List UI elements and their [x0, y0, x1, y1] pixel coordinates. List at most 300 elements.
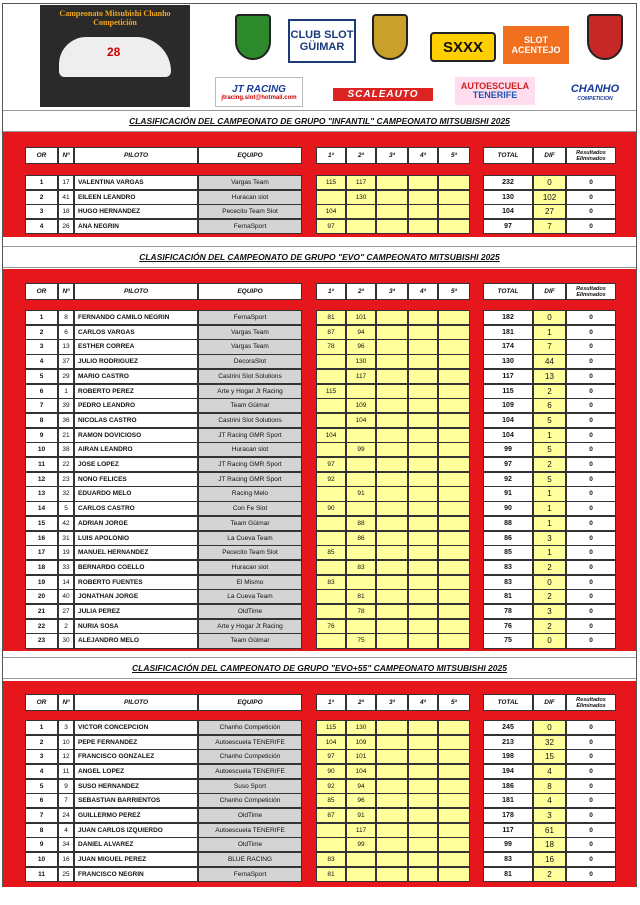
team-name: FernaSport: [198, 867, 302, 882]
point-difference: 32: [533, 735, 566, 750]
round-4: [408, 190, 438, 205]
round-5: [438, 310, 470, 325]
round-3: [376, 764, 408, 779]
team-name: Huracan slot: [198, 442, 302, 457]
total-points: 213: [483, 735, 533, 750]
eliminated-results: 0: [566, 808, 616, 823]
pilot-name: JONATHAN JORGE: [74, 589, 198, 604]
pilot-name: VALENTINA VARGAS: [74, 175, 198, 190]
eliminated-results: 0: [566, 325, 616, 340]
position: 2: [25, 735, 58, 750]
column-header-r4: 4ª: [408, 147, 438, 164]
round-4: [408, 531, 438, 546]
round-1: 97: [316, 457, 346, 472]
column-header-r1: 1ª: [316, 694, 346, 711]
car-number: 31: [58, 531, 74, 546]
total-points: 130: [483, 190, 533, 205]
column-header-r2: 2ª: [346, 694, 376, 711]
round-1: 76: [316, 619, 346, 634]
round-5: [438, 442, 470, 457]
point-difference: 2: [533, 560, 566, 575]
pilot-name: JULIA PEREZ: [74, 604, 198, 619]
round-1: [316, 531, 346, 546]
round-3: [376, 310, 408, 325]
pilot-name: DANIEL ALVAREZ: [74, 837, 198, 852]
point-difference: 2: [533, 457, 566, 472]
point-difference: 7: [533, 339, 566, 354]
team-name: Racing Melo: [198, 486, 302, 501]
round-1: [316, 633, 346, 648]
round-2: 75: [346, 633, 376, 648]
car-number: 6: [58, 325, 74, 340]
total-points: 76: [483, 619, 533, 634]
position: 4: [25, 219, 58, 234]
round-5: [438, 604, 470, 619]
round-5: [438, 531, 470, 546]
total-points: 117: [483, 823, 533, 838]
round-3: [376, 428, 408, 443]
eliminated-results: 0: [566, 531, 616, 546]
round-4: [408, 619, 438, 634]
pilot-name: PEDRO LEANDRO: [74, 398, 198, 413]
car-number: 14: [58, 575, 74, 590]
total-points: 99: [483, 442, 533, 457]
car-number: 10: [58, 735, 74, 750]
round-1: [316, 823, 346, 838]
round-3: [376, 369, 408, 384]
point-difference: 0: [533, 310, 566, 325]
team-name: Arte y Hogar Jt Racing: [198, 384, 302, 399]
eliminated-results: 0: [566, 560, 616, 575]
round-2: 117: [346, 175, 376, 190]
total-points: 182: [483, 310, 533, 325]
round-3: [376, 589, 408, 604]
car-number: 38: [58, 442, 74, 457]
round-3: [376, 413, 408, 428]
point-difference: 44: [533, 354, 566, 369]
car-number: 8: [58, 310, 74, 325]
car-number: 29: [58, 369, 74, 384]
total-points: 198: [483, 749, 533, 764]
round-4: [408, 354, 438, 369]
round-2: [346, 204, 376, 219]
team-name: Chanho Competición: [198, 793, 302, 808]
position: 7: [25, 808, 58, 823]
standings-page: [2, 3, 637, 887]
total-points: 104: [483, 428, 533, 443]
round-3: [376, 501, 408, 516]
column-header-r4: 4ª: [408, 283, 438, 300]
round-5: [438, 413, 470, 428]
car-number: 30: [58, 633, 74, 648]
car-number: 37: [58, 354, 74, 369]
round-4: [408, 560, 438, 575]
round-4: [408, 633, 438, 648]
pilot-name: ANA NEGRIN: [74, 219, 198, 234]
total-points: 109: [483, 398, 533, 413]
total-points: 104: [483, 413, 533, 428]
round-5: [438, 837, 470, 852]
round-3: [376, 560, 408, 575]
round-2: [346, 457, 376, 472]
round-3: [376, 175, 408, 190]
column-header-dif: DIF: [533, 694, 566, 711]
point-difference: 2: [533, 589, 566, 604]
team-name: DecoraSlot: [198, 354, 302, 369]
round-4: [408, 325, 438, 340]
round-1: 92: [316, 472, 346, 487]
team-name: JT Racing GMR Sport: [198, 472, 302, 487]
pilot-name: JUAN CARLOS IZQUIERDO: [74, 823, 198, 838]
eliminated-results: 0: [566, 852, 616, 867]
guimar-logo-text: CLUB SLOT GÜIMAR: [290, 29, 354, 53]
round-3: [376, 749, 408, 764]
column-header-r3: 3ª: [376, 147, 408, 164]
total-points: 81: [483, 867, 533, 882]
round-3: [376, 472, 408, 487]
point-difference: 13: [533, 369, 566, 384]
total-points: 83: [483, 575, 533, 590]
round-2: [346, 852, 376, 867]
team-name: Huracan slot: [198, 560, 302, 575]
position: 7: [25, 398, 58, 413]
round-3: [376, 720, 408, 735]
round-2: 94: [346, 779, 376, 794]
team-name: Con Fe Slot: [198, 501, 302, 516]
eliminated-results: 0: [566, 749, 616, 764]
sxxx-logo-text: SXXX: [442, 38, 484, 56]
pilot-name: JUAN MIGUEL PEREZ: [74, 852, 198, 867]
point-difference: 1: [533, 428, 566, 443]
round-2: 101: [346, 749, 376, 764]
round-1: [316, 560, 346, 575]
position: 8: [25, 823, 58, 838]
pilot-name: ROBERTO FUENTES: [74, 575, 198, 590]
column-header-r4: 4ª: [408, 694, 438, 711]
position: 6: [25, 793, 58, 808]
round-1: 115: [316, 384, 346, 399]
round-3: [376, 384, 408, 399]
pilot-name: MARIO CASTRO: [74, 369, 198, 384]
eliminated-results: 0: [566, 369, 616, 384]
pilot-name: ANGEL LOPEZ: [74, 764, 198, 779]
position: 5: [25, 369, 58, 384]
round-1: [316, 354, 346, 369]
round-2: [346, 219, 376, 234]
car-number: 41: [58, 190, 74, 205]
round-5: [438, 501, 470, 516]
position: 14: [25, 501, 58, 516]
eliminated-results: 0: [566, 398, 616, 413]
round-3: [376, 604, 408, 619]
round-1: [316, 604, 346, 619]
eliminated-results: 0: [566, 486, 616, 501]
scaleauto-logo: [333, 88, 433, 101]
pilot-name: HUGO HERNANDEZ: [74, 204, 198, 219]
round-2: 99: [346, 837, 376, 852]
round-2: 78: [346, 604, 376, 619]
position: 19: [25, 575, 58, 590]
round-3: [376, 354, 408, 369]
position: 9: [25, 837, 58, 852]
car-number: 26: [58, 219, 74, 234]
round-4: [408, 369, 438, 384]
round-5: [438, 384, 470, 399]
round-5: [438, 398, 470, 413]
pilot-name: GUILLERMO PEREZ: [74, 808, 198, 823]
round-3: [376, 808, 408, 823]
round-5: [438, 808, 470, 823]
round-1: 104: [316, 204, 346, 219]
column-header-equipo: EQUIPO: [198, 147, 302, 164]
round-5: [438, 354, 470, 369]
column-header-r2: 2ª: [346, 147, 376, 164]
point-difference: 6: [533, 398, 566, 413]
round-2: 83: [346, 560, 376, 575]
round-5: [438, 545, 470, 560]
team-name: OldTime: [198, 837, 302, 852]
round-4: [408, 837, 438, 852]
eliminated-results: 0: [566, 354, 616, 369]
round-2: [346, 501, 376, 516]
car-number: 34: [58, 837, 74, 852]
round-2: 130: [346, 354, 376, 369]
pilot-name: ROBERTO PEREZ: [74, 384, 198, 399]
eliminated-results: 0: [566, 339, 616, 354]
point-difference: 1: [533, 325, 566, 340]
eliminated-results: 0: [566, 516, 616, 531]
point-difference: 8: [533, 779, 566, 794]
total-points: 86: [483, 531, 533, 546]
column-header-piloto: PILOTO: [74, 283, 198, 300]
round-5: [438, 823, 470, 838]
car-number: 23: [58, 472, 74, 487]
column-header-dif: DIF: [533, 147, 566, 164]
municipal-shield-icon: [235, 14, 271, 60]
column-header-total: TOTAL: [483, 694, 533, 711]
round-4: [408, 339, 438, 354]
section-title: CLASIFICACIÓN DEL CAMPEONATO DE GRUPO "INFANTIL" CAMPEONATO MITSUBISHI 2025: [3, 110, 636, 132]
round-1: [316, 837, 346, 852]
round-2: 101: [346, 310, 376, 325]
round-3: [376, 442, 408, 457]
round-3: [376, 779, 408, 794]
pilot-name: FRANCISCO NEGRIN: [74, 867, 198, 882]
point-difference: 2: [533, 619, 566, 634]
round-2: [346, 428, 376, 443]
round-1: 104: [316, 428, 346, 443]
team-name: Suso Sport: [198, 779, 302, 794]
club-slot-guimar-logo: [288, 19, 356, 63]
city-shield-icon: [587, 14, 623, 60]
pilot-name: FRANCISCO GONZALEZ: [74, 749, 198, 764]
round-3: [376, 823, 408, 838]
round-1: 81: [316, 867, 346, 882]
car-number: 21: [58, 428, 74, 443]
pilot-name: JULIO RODRIGUEZ: [74, 354, 198, 369]
column-header-piloto: PILOTO: [74, 147, 198, 164]
column-header-elim: Resultados Eliminados: [566, 147, 616, 164]
team-name: JT Racing GMR Sport: [198, 428, 302, 443]
column-header-or: OR: [25, 694, 58, 711]
position: 10: [25, 442, 58, 457]
position: 4: [25, 764, 58, 779]
car-number: 40: [58, 589, 74, 604]
column-header-elim: Resultados Eliminados: [566, 283, 616, 300]
round-4: [408, 310, 438, 325]
total-points: 194: [483, 764, 533, 779]
point-difference: 0: [533, 633, 566, 648]
position: 17: [25, 545, 58, 560]
team-name: Vargas Team: [198, 325, 302, 340]
eliminated-results: 0: [566, 413, 616, 428]
total-points: 130: [483, 354, 533, 369]
point-difference: 5: [533, 413, 566, 428]
position: 8: [25, 413, 58, 428]
column-header-r5: 5ª: [438, 283, 470, 300]
position: 22: [25, 619, 58, 634]
total-points: 78: [483, 604, 533, 619]
round-5: [438, 793, 470, 808]
position: 1: [25, 310, 58, 325]
car-number: 22: [58, 457, 74, 472]
total-points: 178: [483, 808, 533, 823]
round-3: [376, 852, 408, 867]
round-1: 97: [316, 219, 346, 234]
round-1: 92: [316, 779, 346, 794]
pilot-name: SEBASTIAN BARRIENTOS: [74, 793, 198, 808]
total-points: 75: [483, 633, 533, 648]
car-number: 42: [58, 516, 74, 531]
position: 6: [25, 384, 58, 399]
round-4: [408, 219, 438, 234]
team-name: Autoescuela TENERIFE: [198, 735, 302, 750]
round-1: [316, 369, 346, 384]
team-name: Chanho Competición: [198, 749, 302, 764]
pilot-name: SUSO HERNANDEZ: [74, 779, 198, 794]
column-header-total: TOTAL: [483, 147, 533, 164]
championship-logo: [40, 5, 190, 107]
round-2: [346, 472, 376, 487]
round-4: [408, 808, 438, 823]
round-2: 104: [346, 764, 376, 779]
pilot-name: NURIA SOSA: [74, 619, 198, 634]
round-5: [438, 516, 470, 531]
pilot-name: CARLOS CASTRO: [74, 501, 198, 516]
eliminated-results: 0: [566, 793, 616, 808]
round-1: 83: [316, 575, 346, 590]
pilot-name: JOSE LOPEZ: [74, 457, 198, 472]
position: 20: [25, 589, 58, 604]
total-points: 97: [483, 219, 533, 234]
round-4: [408, 428, 438, 443]
pilot-name: ALEJANDRO MELO: [74, 633, 198, 648]
eliminated-results: 0: [566, 837, 616, 852]
round-1: [316, 516, 346, 531]
round-5: [438, 190, 470, 205]
pilot-name: LUIS APOLONIO: [74, 531, 198, 546]
point-difference: 3: [533, 604, 566, 619]
rally-car-icon: [59, 37, 171, 77]
round-3: [376, 190, 408, 205]
position: 1: [25, 175, 58, 190]
autoescuela-tenerife-logo: [455, 77, 535, 105]
round-1: 81: [316, 310, 346, 325]
round-4: [408, 175, 438, 190]
round-3: [376, 339, 408, 354]
round-3: [376, 325, 408, 340]
round-3: [376, 398, 408, 413]
team-name: Castrini Slot Solutions: [198, 413, 302, 428]
round-5: [438, 339, 470, 354]
car-number: 5: [58, 501, 74, 516]
round-4: [408, 589, 438, 604]
round-5: [438, 486, 470, 501]
point-difference: 0: [533, 575, 566, 590]
slot-acentejo-logo: [503, 26, 569, 64]
round-2: [346, 867, 376, 882]
chanho-logo: [562, 84, 628, 104]
round-2: [346, 575, 376, 590]
car-number: 11: [58, 764, 74, 779]
team-name: Team Güimar: [198, 633, 302, 648]
eliminated-results: 0: [566, 764, 616, 779]
car-number: 17: [58, 175, 74, 190]
eliminated-results: 0: [566, 384, 616, 399]
car-number: 19: [58, 545, 74, 560]
point-difference: 0: [533, 175, 566, 190]
round-5: [438, 619, 470, 634]
point-difference: 1: [533, 516, 566, 531]
chanho-logo-text: CHANHO: [570, 83, 620, 95]
position: 2: [25, 325, 58, 340]
car-number: 25: [58, 867, 74, 882]
car-number: 27: [58, 604, 74, 619]
round-1: 87: [316, 325, 346, 340]
eliminated-results: 0: [566, 735, 616, 750]
position: 3: [25, 204, 58, 219]
pilot-name: NICOLAS CASTRO: [74, 413, 198, 428]
chanho-logo-sub: COMPETICION: [577, 96, 613, 102]
point-difference: 3: [533, 808, 566, 823]
round-4: [408, 749, 438, 764]
point-difference: 1: [533, 501, 566, 516]
round-4: [408, 867, 438, 882]
eliminated-results: 0: [566, 190, 616, 205]
round-1: [316, 442, 346, 457]
car-number: 2: [58, 619, 74, 634]
total-points: 174: [483, 339, 533, 354]
total-points: 117: [483, 369, 533, 384]
total-points: 90: [483, 501, 533, 516]
pilot-name: MANUEL HERNANDEZ: [74, 545, 198, 560]
section-title: CLASIFICACIÓN DEL CAMPEONATO DE GRUPO "EVO+55" CAMPEONATO MITSUBISHI 2025: [3, 657, 636, 679]
pilot-name: ADRIAN JORGE: [74, 516, 198, 531]
round-1: 85: [316, 545, 346, 560]
round-4: [408, 604, 438, 619]
round-5: [438, 633, 470, 648]
round-1: [316, 486, 346, 501]
total-points: 92: [483, 472, 533, 487]
car-number: 24: [58, 808, 74, 823]
position: 16: [25, 531, 58, 546]
total-points: 99: [483, 837, 533, 852]
column-header-r1: 1ª: [316, 283, 346, 300]
point-difference: 102: [533, 190, 566, 205]
round-4: [408, 545, 438, 560]
team-name: BLUE RACING: [198, 852, 302, 867]
point-difference: 4: [533, 793, 566, 808]
